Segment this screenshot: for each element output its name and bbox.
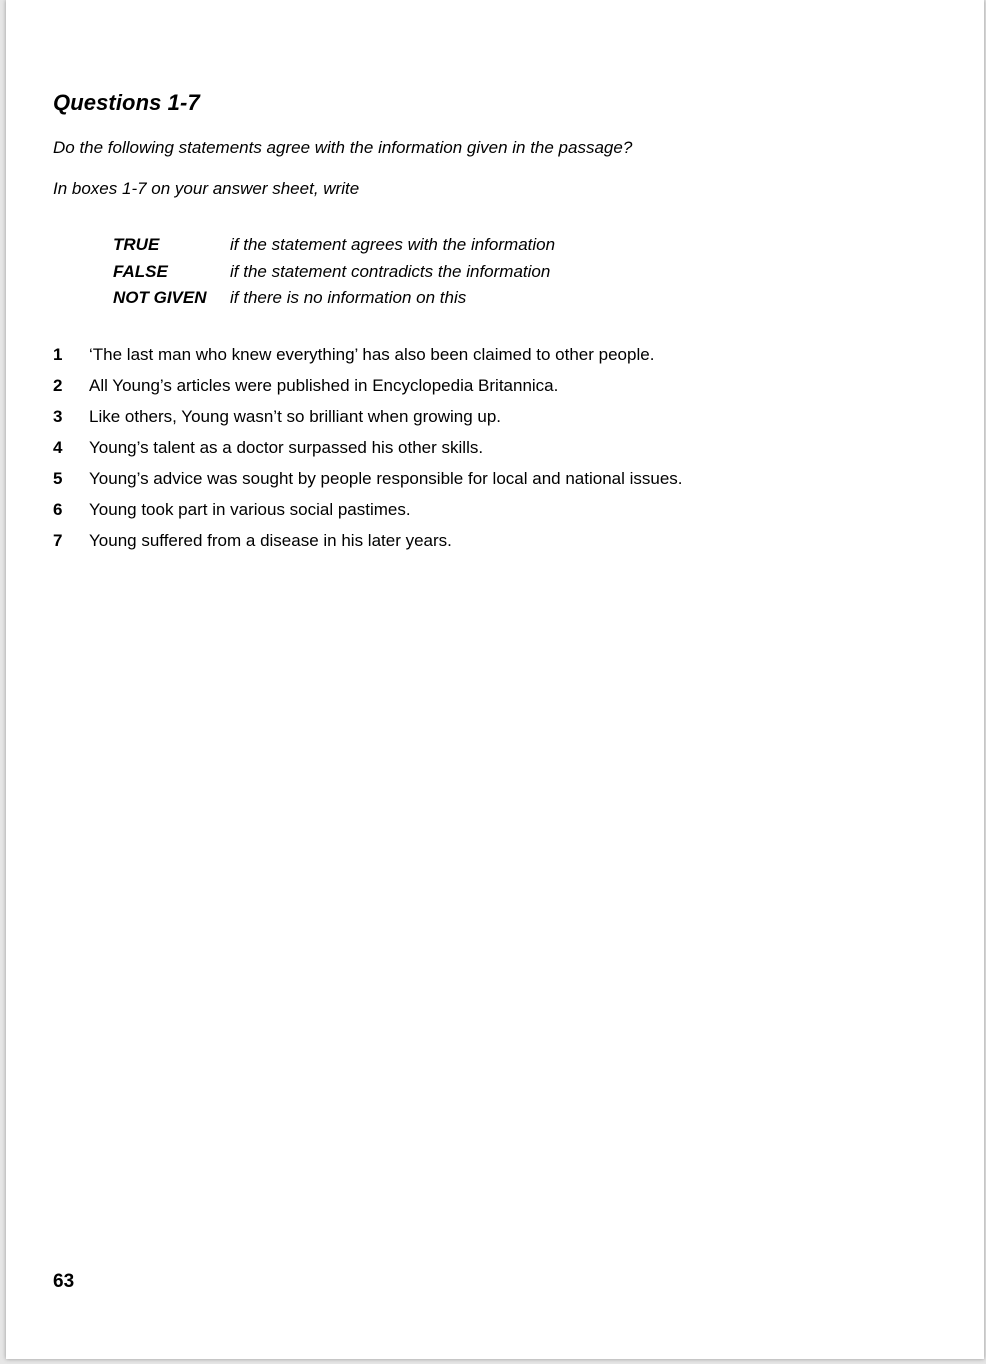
question-text: Young’s talent as a doctor surpassed his other skills. (89, 438, 484, 457)
question-item (53, 469, 683, 500)
page-number: 63 (53, 1271, 75, 1292)
instruction-text: In boxes 1-7 on your answer sheet, write (53, 179, 360, 198)
question-number: 3 (53, 407, 63, 426)
question-item (53, 407, 683, 438)
question-number: 7 (53, 531, 63, 550)
document-page (6, 0, 984, 1359)
legend-row (113, 288, 555, 315)
answer-key-legend (113, 235, 555, 315)
instruction-text: Do the following statements agree with the information given in the passage? (53, 138, 633, 157)
question-text: Young suffered from a disease in his later years. (89, 531, 452, 550)
legend-key: TRUE (113, 235, 160, 254)
legend-key: FALSE (113, 261, 168, 281)
question-text: ‘The last man who knew everything’ has also been claimed to other people. (89, 345, 655, 364)
question-item (53, 376, 683, 407)
question-number: 6 (53, 500, 63, 519)
legend-description: if the statement agrees with the information (230, 235, 556, 254)
question-text: All Young’s articles were published in Encyclopedia Britannica. (89, 376, 559, 395)
section-heading: Questions 1-7 (53, 90, 200, 115)
question-number: 2 (53, 376, 63, 395)
question-number: 1 (53, 345, 63, 364)
question-list (53, 345, 683, 562)
legend-key: NOT GIVEN (113, 288, 207, 307)
question-item (53, 500, 683, 531)
question-number: 4 (53, 438, 63, 457)
question-text: Young’s advice was sought by people responsible for local and national issues. (89, 469, 683, 488)
question-item (53, 438, 683, 469)
legend-row (113, 235, 555, 262)
question-text: Young took part in various social pastimes. (89, 500, 411, 519)
legend-description: if the statement contradicts the information (230, 261, 551, 281)
question-text: Like others, Young wasn’t so brilliant when growing up. (89, 407, 502, 426)
question-number: 5 (53, 469, 63, 488)
question-item (53, 345, 683, 376)
legend-row (113, 262, 555, 289)
question-item (53, 531, 683, 562)
legend-description: if there is no information on this (230, 288, 467, 307)
